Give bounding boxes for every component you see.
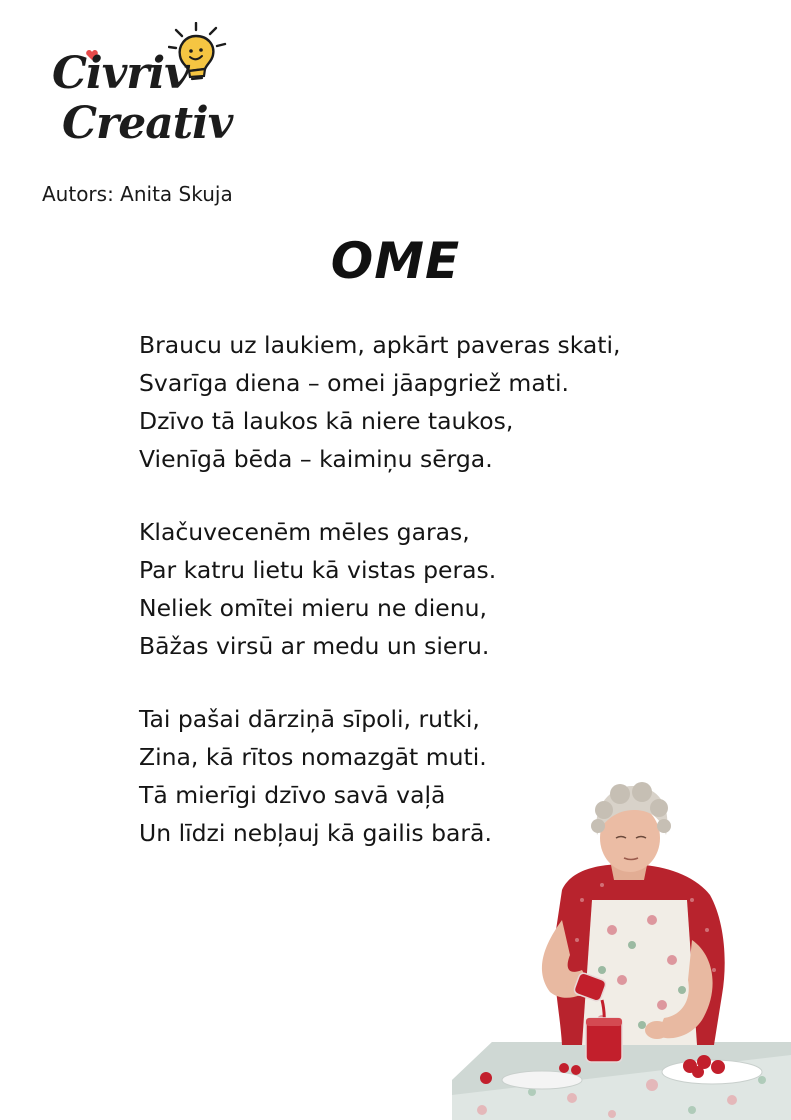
poem-title: OME (330, 232, 461, 290)
poem-line: Zina, kā rītos nomazgāt muti. (139, 743, 487, 771)
stanza-1 (139, 326, 739, 478)
poem-line: Dzīvo tā laukos kā niere taukos, (139, 407, 514, 435)
grandmother-illustration (452, 780, 791, 1120)
poem-line: Neliek omītei mieru ne dienu, (139, 594, 487, 622)
poem-line: Vienīgā bēda – kaimiņu sērga. (139, 445, 493, 473)
poem-line: Braucu uz laukiem, apkārt paveras skati, (139, 331, 621, 359)
poem-line: Svarīga diena – omei jāapgriež mati. (139, 369, 569, 397)
poem-line: Bāžas virsū ar medu un sieru. (139, 632, 490, 660)
poem-line: Tā mierīgi dzīvo savā vaļā (139, 781, 446, 809)
poem-line: Par katru lietu kā vistas peras. (139, 556, 497, 584)
poem-line: Tai pašai dārziņā sīpoli, rutki, (139, 705, 480, 733)
author-line: Autors: Anita Skuja (42, 182, 233, 206)
brand-logo (48, 22, 238, 162)
logo-word-creativ: Creativ (62, 98, 233, 149)
stanza-2 (139, 513, 739, 665)
logo-word-civriv: Civriv (52, 48, 189, 99)
poem-line: Klačuvecenēm mēles garas, (139, 518, 470, 546)
poem-line: Un līdzi nebļauj kā gailis barā. (139, 819, 492, 847)
